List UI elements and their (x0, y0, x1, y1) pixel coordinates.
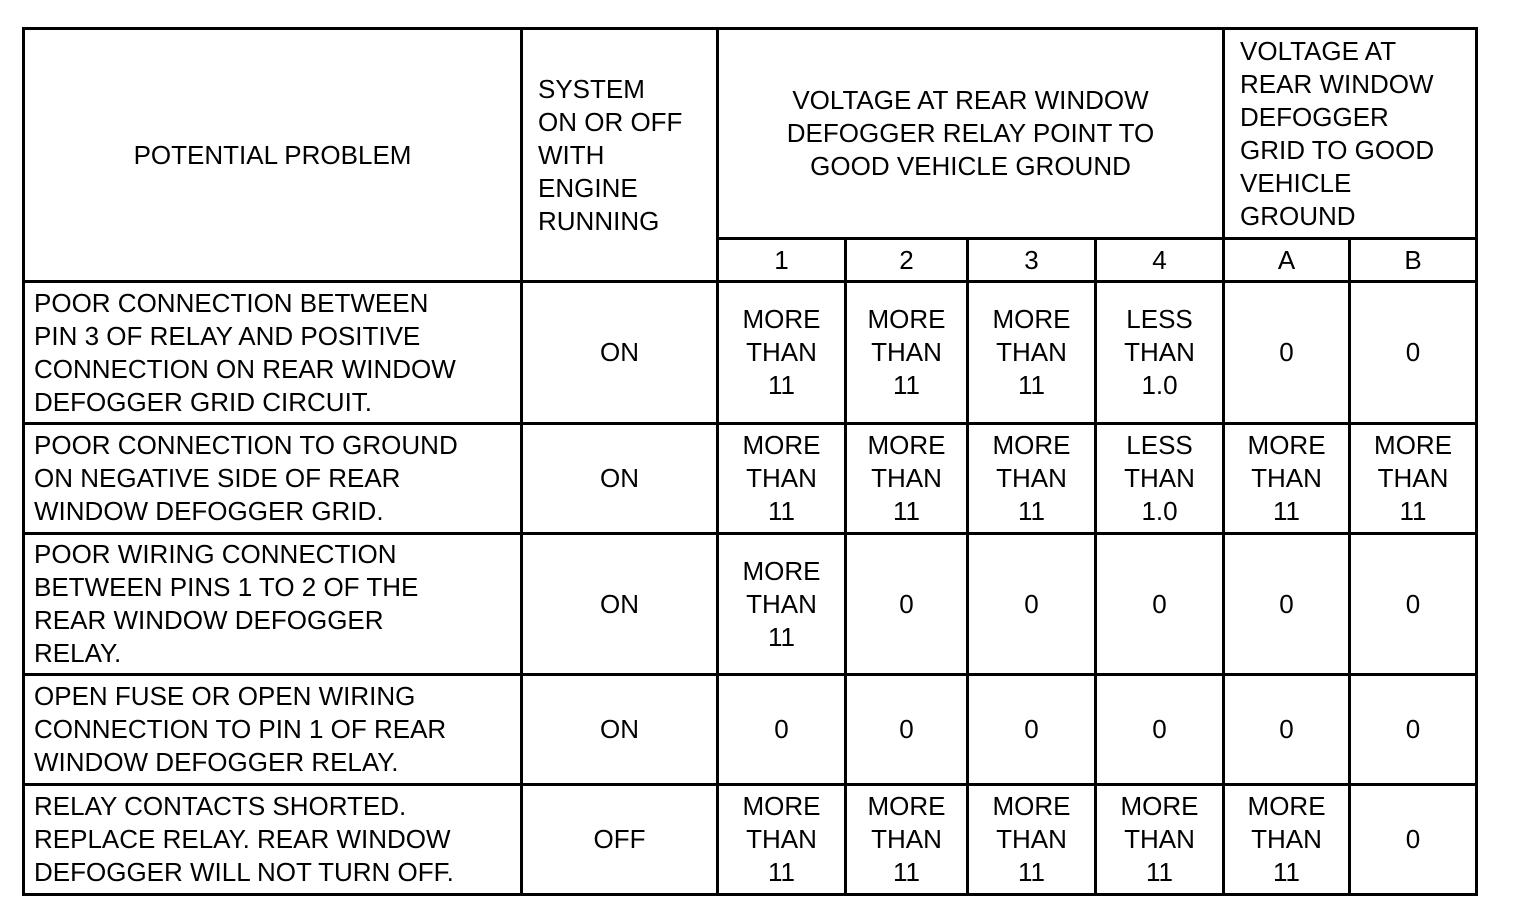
relay-point-3-value: MORE THAN 11 (968, 282, 1096, 424)
table-row (24, 424, 1477, 534)
relay-point-2-value: MORE THAN 11 (846, 424, 968, 534)
relay-point-4-value: MORE THAN 11 (1096, 785, 1224, 895)
relay-point-1-value: 0 (718, 675, 846, 785)
grid-point-a-value: MORE THAN 11 (1224, 785, 1350, 895)
relay-point-3-value: MORE THAN 11 (968, 424, 1096, 534)
header-relay-point-4: 4 (1096, 239, 1224, 282)
relay-point-2-value: 0 (846, 534, 968, 675)
problem-cell: POOR CONNECTION TO GROUND ON NEGATIVE SIDE OF REAR WINDOW DEFOGGER GRID. (24, 424, 522, 534)
relay-point-3-value: 0 (968, 675, 1096, 785)
header-system-state: SYSTEM ON OR OFF WITH ENGINE RUNNING (522, 29, 718, 282)
problem-cell: OPEN FUSE OR OPEN WIRING CONNECTION TO PIN 1 OF REAR WINDOW DEFOGGER RELAY. (24, 675, 522, 785)
grid-point-a-value: 0 (1224, 534, 1350, 675)
relay-point-1-value: MORE THAN 11 (718, 424, 846, 534)
relay-point-3-value: MORE THAN 11 (968, 785, 1096, 895)
grid-point-b-value: 0 (1350, 282, 1477, 424)
table-row (24, 534, 1477, 675)
header-relay-voltage-group: VOLTAGE AT REAR WINDOW DEFOGGER RELAY POINT TO GOOD VEHICLE GROUND (718, 29, 1224, 239)
relay-point-2-value: MORE THAN 11 (846, 785, 968, 895)
relay-point-1-value: MORE THAN 11 (718, 785, 846, 895)
header-potential-problem: POTENTIAL PROBLEM (24, 29, 522, 282)
table-row (24, 282, 1477, 424)
relay-point-1-value: MORE THAN 11 (718, 282, 846, 424)
diagnostic-table (22, 27, 1478, 896)
system-state-cell: ON (522, 282, 718, 424)
header-grid-point-a: A (1224, 239, 1350, 282)
grid-point-b-value: 0 (1350, 785, 1477, 895)
grid-point-a-value: 0 (1224, 675, 1350, 785)
header-grid-voltage-group: VOLTAGE AT REAR WINDOW DEFOGGER GRID TO GOOD VEHICLE GROUND (1224, 29, 1477, 239)
relay-point-4-value: 0 (1096, 534, 1224, 675)
grid-point-b-value: 0 (1350, 534, 1477, 675)
relay-point-1-value: MORE THAN 11 (718, 534, 846, 675)
grid-point-a-value: 0 (1224, 282, 1350, 424)
grid-point-b-value: 0 (1350, 675, 1477, 785)
header-relay-point-3: 3 (968, 239, 1096, 282)
relay-point-2-value: 0 (846, 675, 968, 785)
relay-point-4-value: LESS THAN 1.0 (1096, 424, 1224, 534)
header-grid-point-b: B (1350, 239, 1477, 282)
relay-point-2-value: MORE THAN 11 (846, 282, 968, 424)
table-row (24, 675, 1477, 785)
relay-point-4-value: 0 (1096, 675, 1224, 785)
table-row (24, 785, 1477, 895)
system-state-cell: ON (522, 424, 718, 534)
relay-point-4-value: LESS THAN 1.0 (1096, 282, 1224, 424)
problem-cell: RELAY CONTACTS SHORTED. REPLACE RELAY. REAR WINDOW DEFOGGER WILL NOT TURN OFF. (24, 785, 522, 895)
header-row-main (24, 29, 1477, 239)
system-state-cell: ON (522, 675, 718, 785)
relay-point-3-value: 0 (968, 534, 1096, 675)
header-relay-point-1: 1 (718, 239, 846, 282)
grid-point-b-value: MORE THAN 11 (1350, 424, 1477, 534)
system-state-cell: OFF (522, 785, 718, 895)
grid-point-a-value: MORE THAN 11 (1224, 424, 1350, 534)
problem-cell: POOR CONNECTION BETWEEN PIN 3 OF RELAY AND POSITIVE CONNECTION ON REAR WINDOW DEFOGGER GRID CIRCUIT. (24, 282, 522, 424)
problem-cell: POOR WIRING CONNECTION BETWEEN PINS 1 TO 2 OF THE REAR WINDOW DEFOGGER RELAY. (24, 534, 522, 675)
system-state-cell: ON (522, 534, 718, 675)
header-relay-point-2: 2 (846, 239, 968, 282)
